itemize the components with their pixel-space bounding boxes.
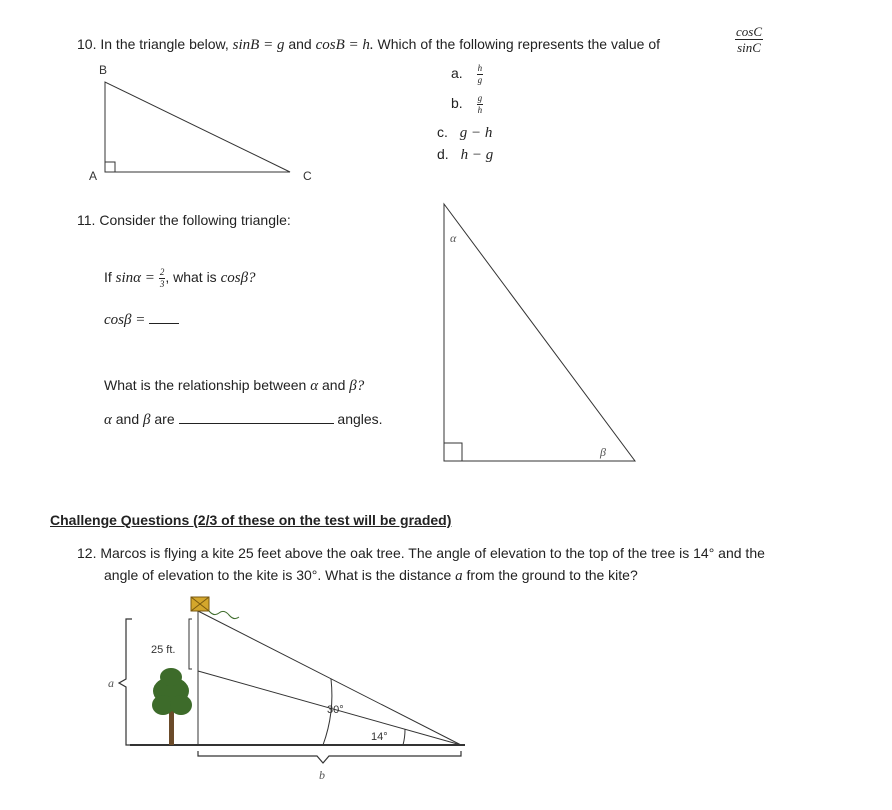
choice-letter: c. [437, 124, 448, 140]
challenge-heading: Challenge Questions (2/3 of these on the test will be graded) [50, 512, 452, 528]
q10-vertex-c: C [303, 169, 312, 183]
q10-choice-a[interactable] [451, 64, 483, 85]
q10-vertex-a: A [89, 169, 98, 183]
q11-number: 11. [77, 212, 96, 228]
feet-bracket [189, 619, 192, 669]
q11-answer-prefix: cosβ = [104, 312, 146, 328]
choice-letter: d. [437, 146, 449, 162]
q10-line [77, 36, 660, 54]
q11-ans-and: and [115, 411, 140, 427]
q10-triangle [85, 62, 325, 192]
q11-frac-num: 2 [159, 267, 165, 277]
q10-expr-num: cosC [736, 24, 762, 39]
q11-rel-beta: β? [349, 378, 365, 394]
label-b: b [319, 768, 325, 782]
q10-expr-den: sinC [737, 40, 761, 55]
choice-b-den: h [477, 105, 483, 115]
q11-sin-expr: sinα = [115, 270, 155, 287]
q10-choice-b[interactable] [451, 94, 483, 115]
label-25ft: 25 ft. [151, 644, 176, 656]
q11-what-is: , what is [165, 269, 217, 286]
q12-line2 [104, 567, 638, 585]
q11-frac-den: 3 [159, 279, 165, 289]
q10-expression [735, 25, 763, 54]
q12-text-2a: angle of elevation to the kite is 30°. What is the distance [104, 567, 452, 583]
oak-tree-icon [152, 668, 192, 745]
q11-right-angle-mark [444, 443, 462, 461]
choice-letter: a. [451, 65, 463, 82]
a-brace [119, 619, 132, 745]
q11-cos-target: cosβ? [220, 270, 256, 287]
choice-letter: b. [451, 95, 463, 112]
choice-c-text: g − h [459, 125, 493, 141]
q11-prompt [77, 212, 291, 228]
q10-stem: In the triangle below, [100, 36, 229, 52]
q11-relationship-question [104, 377, 364, 395]
q10-vertex-b: B [99, 63, 108, 77]
q10-cond1: sinB = g [232, 37, 285, 53]
q11-ans-angles: angles. [337, 411, 383, 427]
q10-right-angle-mark [105, 162, 115, 172]
q12-number: 12. [77, 545, 97, 561]
q12-var-a: a [455, 568, 463, 584]
q11-ans-beta: β [143, 412, 151, 428]
choice-a-num: h [477, 63, 483, 73]
q11-beta-label: β [600, 445, 606, 459]
q11-relationship-answer [104, 411, 383, 429]
q11-if: If [104, 269, 112, 286]
q12-line1 [77, 545, 765, 561]
q10-triangle-shape [105, 82, 290, 172]
label-14-degrees: 14° [371, 731, 388, 743]
q11-answer-line [104, 311, 179, 329]
q10-question: Which of the following represents the value of [377, 36, 661, 52]
angle-14-arc [403, 729, 405, 745]
q11-prompt-text: Consider the following triangle: [99, 212, 291, 228]
b-brace [198, 751, 461, 763]
q11-triangle [440, 200, 640, 465]
q10-number: 10. [77, 36, 97, 52]
q10-choice-c[interactable] [437, 124, 492, 142]
q11-ans-are: are [154, 411, 175, 427]
q10-and: and [288, 36, 312, 52]
q11-given [104, 268, 256, 289]
q11-relationship-blank[interactable] [179, 423, 334, 424]
label-30-degrees: 30° [327, 704, 344, 716]
q11-cos-answer-blank[interactable] [149, 323, 179, 324]
q10-choice-d[interactable] [437, 146, 493, 164]
q11-triangle-shape [444, 204, 635, 461]
q11-rel-alpha: α [310, 378, 319, 394]
q12-text-1: Marcos is flying a kite 25 feet above the oak tree. The angle of elevation to the top of the tree is 14° and the [100, 545, 765, 561]
label-a: a [108, 676, 114, 690]
q11-ans-alpha: α [104, 412, 112, 428]
choice-a-den: g [477, 75, 483, 85]
choice-d-text: h − g [460, 147, 494, 163]
q10-cond2: cosB = h. [315, 37, 374, 53]
kite-line [198, 611, 461, 745]
q11-rel-text: What is the relationship between [104, 377, 307, 393]
choice-b-num: g [477, 93, 483, 103]
q11-alpha-label: α [450, 231, 457, 245]
q11-rel-and: and [322, 377, 346, 393]
q12-text-2b: from the ground to the kite? [466, 567, 638, 583]
q12-figure [105, 595, 465, 795]
